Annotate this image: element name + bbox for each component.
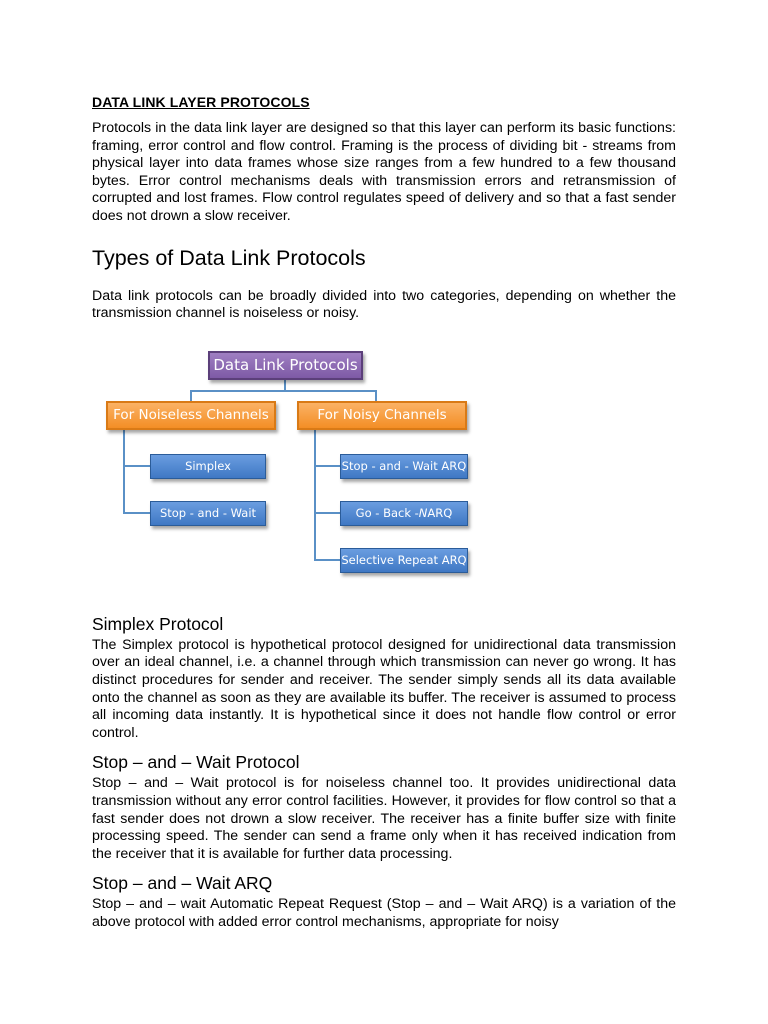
section-stop-wait <box>92 752 676 863</box>
diagram-noisy-box: For Noisy Channels <box>297 401 467 430</box>
connector-simplex <box>123 465 150 467</box>
diagram-root-box: Data Link Protocols <box>208 351 363 380</box>
document-page <box>92 94 676 931</box>
intro-paragraph: Protocols in the data link layer are designed so that this layer can perform its basic functions: framing, error control and flow control. Framing is the process of dividing bit - streams from physical layer into data frames whose size ranges from a few hundred to a few thousand bytes. Error control mechanisms deals with transmission errors and retransmission of corrupted and lost frames. Flow control regulates speed of delivery and so that a fast sender does not drown a slow receiver. <box>92 120 676 224</box>
connector-noisy-trunk <box>314 429 316 560</box>
stop-wait-arq-heading: Stop – and – Wait ARQ <box>92 873 273 894</box>
diagram-go-back-n-box: Go - Back - N ARQ <box>340 501 468 526</box>
simplex-heading: Simplex Protocol <box>92 613 224 634</box>
stop-wait-arq-paragraph: Stop – and – wait Automatic Repeat Request (Stop – and – Wait ARQ) is a variation of the above protocol with added error control mechanisms, appropriate for noisy <box>92 896 676 930</box>
diagram-noiseless-box: For Noiseless Channels <box>106 401 276 430</box>
types-paragraph: Data link protocols can be broadly divided into two categories, depending on whether the transmission channel is noiseless or noisy. <box>92 287 676 322</box>
diagram-stop-wait-arq-box: Stop - and - Wait ARQ <box>340 454 468 479</box>
main-heading: DATA LINK LAYER PROTOCOLS <box>92 94 310 110</box>
protocol-tree-diagram <box>92 349 676 599</box>
connector-go-back-n <box>314 512 340 514</box>
section-stop-wait-arq <box>92 873 676 931</box>
connector-stop-wait <box>123 512 150 514</box>
connector-stop-wait-arq <box>314 465 340 467</box>
connector-selective-repeat <box>314 559 340 561</box>
simplex-paragraph: The Simplex protocol is hypothetical protocol designed for unidirectional data transmission over an ideal channel, i.e. a channel through which transmission can never go wrong. It has distinct procedures for sender and receiver. The sender simply sends all its data available onto the channel as soon as they are available its buffer. The receiver is assumed to process all incoming data instantly. It is hypothetical since it does not handle flow control or error control. <box>92 636 676 741</box>
section-simplex <box>92 614 676 743</box>
diagram-selective-repeat-box: Selective Repeat ARQ <box>340 548 468 573</box>
stop-wait-heading: Stop – and – Wait Protocol <box>92 752 300 773</box>
diagram-stop-wait-box: Stop - and - Wait <box>150 501 266 526</box>
stop-wait-paragraph: Stop – and – Wait protocol is for noiseless channel too. It provides unidirectional data transmission without any error control facilities. However, it provides for flow control so that a fast sender does not drown a slow receiver. The receiver has a finite buffer size with finite processing speed. The sender can send a frame only when it has received indication from the receiver that it is available for further data processing. <box>92 775 676 862</box>
connector-noiseless-trunk <box>123 429 125 513</box>
connector-category-bar <box>190 390 376 392</box>
diagram-simplex-box: Simplex <box>150 454 266 479</box>
types-heading: Types of Data Link Protocols <box>92 245 366 270</box>
